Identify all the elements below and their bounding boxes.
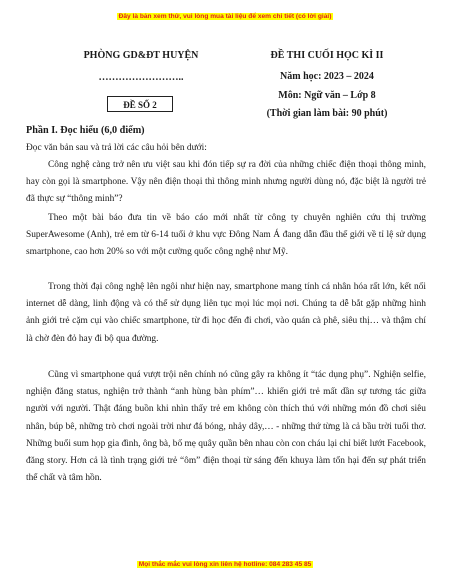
passage-paragraph-3	[26, 279, 426, 348]
passage-paragraph-2	[26, 210, 426, 262]
passage-paragraph-4	[26, 367, 426, 487]
hotline-banner	[0, 560, 450, 570]
instruction-text: Đọc văn bản sau và trả lời các câu hỏi bên dưới:	[26, 143, 207, 153]
paragraph-text: Trong thời đại công nghệ lên ngôi như hiện nay, smartphone mang tính cá nhân hóa rất lớn, kết nối internet dễ dàng, linh động và có thể sử dụng liên tục mọi lúc mọi nơi. Chúng ta dễ bắt gặp những hình ảnh giới trẻ cặm cụi vào chiếc smartphone, từ đi học đến đi chơi, vào quán cà phê, siêu thị… và thậm chí là chờ đèn đỏ hay đi bộ qua đường.	[26, 282, 426, 344]
department-dots: ……………………..	[98, 72, 184, 83]
exam-code-box: ĐỀ SỐ 2	[107, 96, 173, 112]
duration-line: (Thời gian làm bài: 90 phút)	[266, 108, 388, 119]
school-year: Năm học: 2023 – 2024	[280, 71, 374, 82]
preview-notice-banner	[0, 12, 450, 22]
paragraph-text: Công nghệ càng trở nên ưu việt sau khi đón tiếp sự ra đời của những chiếc điện thoại thông minh, hay còn gọi là smartphone. Vậy nên điện thoại thì thông minh nhưng người dùng nó, đặc biệt là người trẻ đã thực sự “thông minh”?	[26, 160, 426, 205]
exam-title: ĐỀ THI CUỐI HỌC KÌ II	[270, 50, 384, 61]
paragraph-text: Theo một bài báo đưa tin về báo cáo mới nhất từ công ty chuyên nghiên cứu thị trường SuperAwesome (Anh), trẻ em từ 6-14 tuổi ở khu vực Đông Nam Á đang dẫn đầu thế giới về tỉ lệ sử dụng smartphone, cao hơn 20% so với một cường quốc công nghệ như Mỹ.	[26, 213, 426, 258]
hotline-text: Mọi thắc mắc vui lòng xin liên hệ hotline: 084 283 45 85	[138, 561, 312, 568]
reading-instruction	[26, 140, 426, 157]
section-title: Phần I. Đọc hiểu (6,0 điểm)	[26, 125, 145, 136]
department-name: PHÒNG GD&ĐT HUYỆN	[83, 50, 199, 61]
passage-paragraph-1	[26, 157, 426, 209]
preview-notice-text: Đây là bản xem thử, vui lòng mua tài liệu để xem chi tiết (có lời giải)	[118, 13, 332, 20]
paragraph-text: Cũng vì smartphone quá vượt trội nên chính nó cũng gây ra không ít “tác dụng phụ”. Nghiện selfie, nghiện đăng status, nghiện trở thành “anh hùng bàn phím”… khiến giới trẻ mất dần sự tương tác giữa người với người. Thật đáng buồn khi nhìn thấy trẻ em không còn thích thú với những món đồ chơi siêu nhân, búp bê, những trò chơi ngoài trời như đá bóng, nhảy dây,… - những thứ từng là cả bầu trời tuổi thơ. Những buổi sum họp gia đình, ông bà, bố mẹ quây quần bên nhau còn con cháu lại chỉ biết lướt Facebook, đăng story. Hơn cả là tình trạng giới trẻ “ôm” điện thoại từ sáng đến khuya làm tổn hại đến sự phát triển thể chất và tâm hồn.	[26, 370, 426, 484]
subject-line: Môn: Ngữ văn – Lớp 8	[278, 90, 376, 101]
